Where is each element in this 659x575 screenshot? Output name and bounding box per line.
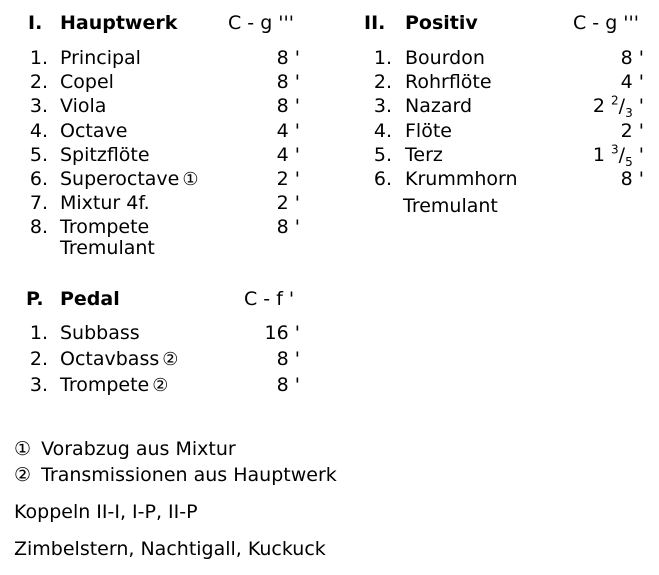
stop-number: 4. [29, 119, 48, 142]
stop-number: 4. [373, 119, 392, 142]
stop-name: Flöte [405, 119, 452, 142]
stop-pitch: 16 ' [264, 322, 300, 344]
stop-number: 1. [29, 47, 48, 69]
accessories-line: Zimbelstern, Nachtigall, Kuckuck [14, 538, 326, 560]
stop-name: Mixtur 4f. [60, 192, 150, 215]
stop-number: 5. [29, 143, 48, 166]
footnote-text: Transmissionen aus Hauptwerk [41, 464, 337, 486]
stop-name: Trompete [60, 216, 150, 239]
stop-row [0, 373, 320, 399]
stop-number: 5. [373, 143, 392, 166]
stop-number: 8. [29, 216, 48, 239]
stop-pitch: 8 ' [620, 167, 644, 190]
stop-name-text: Superoctave [60, 167, 180, 190]
compass-range: C - g ''' [228, 12, 294, 34]
stop-row [0, 143, 659, 167]
pitch-unit: ' [638, 95, 644, 118]
stop-pitch: 8 ' [276, 348, 300, 370]
stop-name: Nazard [405, 95, 473, 118]
stop-name [60, 373, 168, 398]
division-numeral: I. [28, 12, 43, 34]
stop-pitch: 4 ' [276, 143, 300, 166]
stop-name: Spitzflöte [60, 143, 150, 166]
pitch-unit: ' [638, 143, 644, 166]
division-numeral: P. [26, 288, 44, 310]
pitch-whole: 1 [592, 143, 605, 166]
couplers-line: Koppeln II-I, I-P, II-P [14, 501, 198, 523]
stop-pitch: 8 ' [620, 47, 644, 69]
stop-name: Octave [60, 119, 128, 142]
compass-range: C - f ' [244, 288, 295, 310]
stop-pitch: 2 ' [620, 119, 644, 142]
pitch-numerator: 3 [611, 142, 619, 157]
division-pedal [0, 288, 320, 396]
pitch-denominator: 5 [625, 154, 633, 169]
footnote-marker: ① [182, 168, 199, 190]
stop-name: Subbass [60, 322, 140, 344]
stop-name: Terz [405, 143, 443, 166]
stop-row [0, 94, 659, 121]
division-name: Hauptwerk [60, 12, 178, 34]
stop-number: 6. [373, 167, 392, 190]
stop-list [0, 321, 320, 399]
stop-pitch: 2 $^2/_3$ ' [592, 94, 644, 121]
footnote-text: Vorabzug aus Mixtur [41, 438, 236, 460]
stop-pitch: 8 ' [276, 47, 300, 69]
stop-name: Bourdon [405, 47, 485, 69]
stop-number: 2. [29, 348, 48, 370]
stop-pitch: 2 ' [276, 192, 300, 215]
stop-name-text: Trompete [60, 374, 150, 396]
stop-row [0, 215, 320, 239]
stop-list [0, 46, 659, 191]
stop-name: Copel [60, 71, 114, 94]
stop-name: Principal [60, 47, 141, 69]
stop-row [0, 167, 659, 191]
tremulant-label: Tremulant [60, 237, 155, 259]
pitch-numerator: 2 [611, 94, 619, 109]
stop-pitch: 4 ' [620, 71, 644, 94]
stop-pitch: 8 ' [276, 71, 300, 94]
stop-name [60, 347, 178, 372]
footnote-marker: ② [152, 375, 169, 396]
compass-range: C - g ''' [573, 12, 639, 34]
tremulant-label: Tremulant [403, 195, 498, 217]
stop-number: 1. [373, 47, 392, 69]
footnote-2 [14, 464, 337, 486]
footnote-mark: ① [14, 438, 32, 460]
stop-pitch: 2 ' [276, 167, 300, 190]
stop-name: Rohrflöte [405, 71, 492, 94]
stop-name: Viola [60, 95, 107, 118]
division-numeral: II. [364, 12, 386, 34]
pitch-denominator: 3 [625, 106, 633, 121]
stop-number: 2. [29, 71, 48, 94]
stop-number: 3. [29, 374, 48, 396]
stop-name-text: Octavbass [60, 348, 160, 370]
stop-pitch: 1 $^3/_5$ ' [592, 142, 644, 169]
division-header [0, 288, 320, 314]
stop-row [0, 321, 320, 347]
stop-number: 7. [29, 192, 48, 215]
stop-number: 3. [373, 95, 392, 118]
stop-row [0, 70, 659, 94]
footnote-marker: ② [162, 349, 179, 370]
footnote-mark: ② [14, 464, 32, 486]
stop-row [0, 119, 659, 143]
division-name: Positiv [405, 12, 478, 34]
stop-pitch: 8 ' [276, 216, 300, 239]
stop-row [0, 191, 320, 215]
stop-row [0, 347, 320, 373]
stop-number: 2. [373, 71, 392, 94]
stop-row [0, 46, 659, 70]
footnote-1 [14, 438, 236, 460]
stop-number: 6. [29, 167, 48, 190]
stop-pitch: 8 ' [276, 374, 300, 396]
stop-name: Krummhorn [405, 167, 518, 190]
stop-pitch: 4 ' [276, 119, 300, 142]
division-header [0, 12, 659, 38]
stop-number: 3. [29, 95, 48, 118]
stop-number: 1. [29, 322, 48, 344]
division-name: Pedal [60, 288, 120, 310]
pitch-whole: 2 [592, 95, 605, 118]
stop-pitch: 8 ' [276, 95, 300, 118]
